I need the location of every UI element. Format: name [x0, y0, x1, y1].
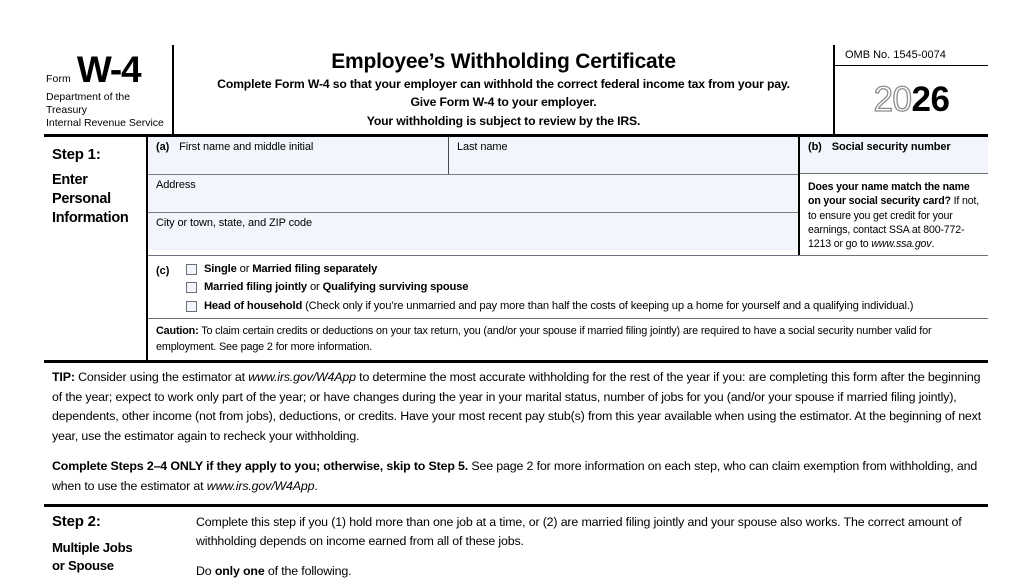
ssn-note-body: If not, to ensure you get credit for your earnings, contact SSA at 800-772-1213 or go to: [808, 195, 980, 250]
agency-line-2: Internal Revenue Service: [46, 116, 164, 129]
subtitle-line-2: Give Form W-4 to your employer.: [410, 95, 597, 110]
name-row: [148, 137, 798, 175]
last-name-label: Last name: [457, 141, 508, 154]
step-2-label: [44, 507, 192, 582]
step-2-body: [192, 507, 988, 582]
single-bold-2: Married filing separately: [252, 262, 378, 275]
caution-note: [148, 318, 988, 360]
step-2-p2-emphasis: only one: [214, 564, 265, 579]
subtitle-line-3: Your withholding is subject to review by the IRS.: [366, 113, 641, 128]
irs-estimator-link[interactable]: www.irs.gov/W4App: [248, 370, 356, 385]
step-1-body: [148, 137, 988, 360]
step-2-sub-a: Multiple Jobs: [52, 539, 133, 555]
irs-estimator-link-2[interactable]: www.irs.gov/W4App: [206, 479, 315, 494]
page-title: Employee’s Withholding Certificate: [331, 50, 676, 73]
hoh-qualifier: (Check only if you’re unmarried and pay more than half the costs of keeping up a home for yourself and a qualifying individual.): [302, 299, 914, 312]
tax-year-digits: 26: [911, 79, 950, 119]
joint-bold-2: Qualifying surviving spouse: [322, 281, 469, 294]
step-2-p2-post: of the following.: [264, 564, 352, 579]
form-word-label: Form: [46, 73, 71, 85]
complete-steps-paragraph: [52, 457, 986, 496]
complete-steps-text: See page 2 for more information on each step, who can claim exemption from withholding, and when to use the estimator at: [52, 459, 978, 494]
city-row: [148, 213, 798, 250]
single-bold-1: Single: [204, 262, 237, 275]
form-number-line: [46, 47, 166, 90]
caution-label: Caution:: [156, 325, 199, 338]
first-name-label: First name and middle initial: [179, 141, 314, 154]
city-state-zip-field[interactable]: [148, 213, 798, 250]
tip-label: TIP:: [52, 370, 75, 385]
filing-status-option-joint[interactable]: [186, 281, 982, 294]
caution-text: To claim certain credits or deductions on your tax return, you (and/or your spouse if married filing jointly) are required to have a social security number valid for employment. See page 2 for more information.: [156, 325, 932, 353]
step-2-heading: Step 2:: [52, 512, 101, 530]
subtitle-line-1: Complete Form W-4 so that your employer can withhold the correct federal income tax from your pay.: [217, 76, 790, 91]
first-name-field[interactable]: [148, 137, 448, 174]
filing-status-label-hoh: [204, 300, 913, 313]
masthead-title-block: [174, 45, 833, 134]
filing-status-tag: (c): [156, 264, 170, 277]
ssn-help-note: [800, 174, 988, 254]
checkbox-head-of-household[interactable]: [186, 301, 197, 312]
ssn-field[interactable]: [800, 137, 988, 174]
issuing-agency: [46, 91, 166, 131]
ssn-note-period: .: [931, 237, 935, 250]
step-1-upper: [148, 137, 988, 254]
masthead-identity: [44, 45, 174, 134]
filing-status-options: [186, 263, 982, 313]
form-masthead: [44, 45, 988, 137]
tax-year: [873, 79, 950, 119]
step-1-subheading: [52, 171, 140, 228]
tip-text-before-link: Consider using the estimator at: [74, 370, 249, 385]
checkbox-married-filing-jointly[interactable]: [186, 282, 197, 293]
joint-conjunction: or: [307, 281, 323, 294]
step-2-p2-pre: Do: [196, 564, 215, 579]
step-1-sub-c: Information: [52, 210, 129, 227]
first-name-label-wrap: [156, 141, 448, 153]
ssn-column: [798, 137, 988, 254]
step-2-subheading: [52, 539, 186, 576]
ssn-label-wrap: [808, 141, 988, 153]
checkbox-single[interactable]: [186, 264, 197, 275]
tax-year-box: [835, 66, 988, 134]
step-1-section: [44, 137, 988, 363]
address-label: Address: [156, 179, 196, 192]
omb-number: OMB No. 1545-0074: [835, 45, 988, 66]
joint-bold-1: Married filing jointly: [204, 281, 307, 294]
complete-steps-period: .: [314, 479, 318, 494]
ssn-label: Social security number: [831, 141, 951, 154]
filing-status-section: [148, 255, 988, 319]
step-1-heading: Step 1:: [52, 146, 101, 164]
form-code-w4: W-4: [76, 49, 141, 90]
agency-line-1: Department of the Treasury: [46, 91, 131, 116]
step-2-section: [44, 507, 988, 582]
first-name-tag: (a): [156, 141, 170, 154]
tax-year-century: 20: [873, 79, 912, 119]
tip-text-after-link: to determine the most accurate withholding for the rest of the year if you: are completing this form after the beginning of the year; expect to work only part of the year; or have changes during the year in your marital status, number of jobs for you (and/or your spouse if married filing jointly), dependents, other income (not from jobs), deductions, or credits. Have your most recent pay stub(s) from this year available when using the estimator. At the beginning of next year, use the estimator again to recheck your withholding.: [52, 370, 982, 443]
address-field[interactable]: [148, 175, 798, 212]
filing-status-label-joint: [204, 281, 468, 294]
step-2-sub-b: or Spouse: [52, 558, 114, 574]
single-conjunction: or: [236, 262, 253, 275]
complete-steps-lead: Complete Steps 2–4 ONLY if they apply to you; otherwise, skip to Step 5.: [52, 459, 469, 474]
step-1-sub-b: Personal: [52, 191, 111, 208]
ssa-website-link[interactable]: www.ssa.gov: [871, 237, 932, 250]
step-1-label: [44, 137, 148, 360]
last-name-field[interactable]: [448, 137, 798, 174]
ssn-tag: (b): [808, 141, 822, 154]
masthead-subtitle: [182, 75, 825, 131]
form-container: [44, 45, 988, 582]
hoh-bold-1: Head of household: [204, 299, 303, 312]
step-2-paragraph-2: [196, 562, 984, 581]
step-2-paragraph-1: Complete this step if you (1) hold more than one job at a time, or (2) are married filing jointly and your spouse also works. The correct amount of withholding depends on income earned from all of these jobs.: [196, 514, 962, 548]
address-row: [148, 175, 798, 213]
tip-and-steps-block: [44, 363, 988, 507]
ssn-note-question: Does your name match the name on your social security card?: [808, 181, 970, 208]
tip-paragraph: [52, 368, 986, 446]
filing-status-option-hoh[interactable]: [186, 300, 982, 313]
city-state-zip-label: City or town, state, and ZIP code: [156, 217, 313, 230]
step-1-sub-a: Enter: [52, 171, 88, 188]
filing-status-option-single[interactable]: [186, 263, 982, 276]
step-1-name-address-column: [148, 137, 798, 254]
filing-status-label-single: [204, 263, 377, 276]
masthead-omb-block: [833, 45, 988, 134]
